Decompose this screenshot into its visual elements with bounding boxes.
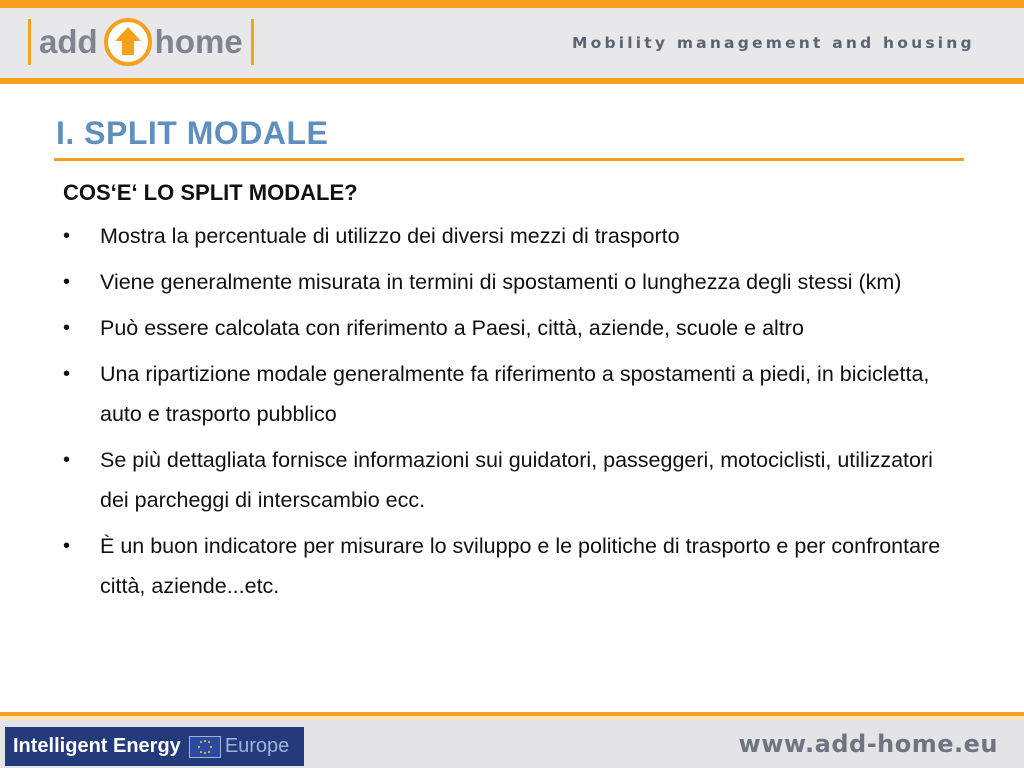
bullet-item bbox=[63, 526, 943, 606]
add-home-logo bbox=[28, 16, 254, 68]
eu-flag-icon bbox=[189, 736, 221, 758]
bullet-text: Una ripartizione modale generalmente fa riferimento a spostamenti a piedi, in bicicletta, auto e trasporto pubblico bbox=[100, 362, 930, 426]
slide-content bbox=[63, 180, 943, 612]
intelligent-energy-badge bbox=[5, 727, 304, 766]
bullet-icon: • bbox=[63, 225, 71, 247]
bullet-icon: • bbox=[63, 271, 71, 293]
bullet-text: Se più dettagliata fornisce informazioni sui guidatori, passeggeri, motociclisti, utilizzatori dei parcheggi di interscambio ecc. bbox=[100, 448, 933, 512]
bullet-text: Può essere calcolata con riferimento a Paesi, città, aziende, scuole e altro bbox=[100, 316, 804, 340]
logo-word-home: home bbox=[154, 23, 243, 60]
header-tagline: Mobility management and housing bbox=[572, 34, 975, 52]
title-divider bbox=[54, 158, 964, 161]
house-arrow-icon bbox=[104, 18, 152, 66]
header-top-stripe bbox=[0, 0, 1024, 8]
website-link[interactable]: www.add-home.eu bbox=[738, 730, 998, 758]
bullet-item bbox=[63, 308, 943, 348]
bullet-icon: • bbox=[63, 449, 71, 471]
program-label: Intelligent Energy bbox=[13, 735, 181, 757]
bullet-text: È un buon indicatore per misurare lo sviluppo e le politiche di trasporto e per confrontare città, aziende...etc. bbox=[100, 534, 941, 598]
bullet-text: Viene generalmente misurata in termini di spostamenti o lunghezza degli stessi (km) bbox=[100, 270, 902, 294]
slide-title: I. SPLIT MODALE bbox=[56, 115, 329, 151]
bullet-icon: • bbox=[63, 363, 71, 385]
bullet-icon: • bbox=[63, 535, 71, 557]
bullet-list bbox=[63, 216, 943, 606]
logo-right-bar bbox=[251, 19, 254, 65]
logo-left-bar bbox=[28, 19, 31, 65]
logo-word-add: add bbox=[39, 23, 98, 60]
bullet-icon: • bbox=[63, 317, 71, 339]
bullet-item bbox=[63, 440, 943, 520]
slide-subheading: COS‘E‘ LO SPLIT MODALE? bbox=[63, 180, 358, 205]
bullet-item bbox=[63, 216, 943, 256]
bullet-item bbox=[63, 354, 943, 434]
header-bottom-stripe bbox=[0, 78, 1024, 84]
bullet-text: Mostra la percentuale di utilizzo dei diversi mezzi di trasporto bbox=[100, 224, 680, 248]
bullet-item bbox=[63, 262, 943, 302]
program-europe-label: Europe bbox=[224, 735, 290, 757]
